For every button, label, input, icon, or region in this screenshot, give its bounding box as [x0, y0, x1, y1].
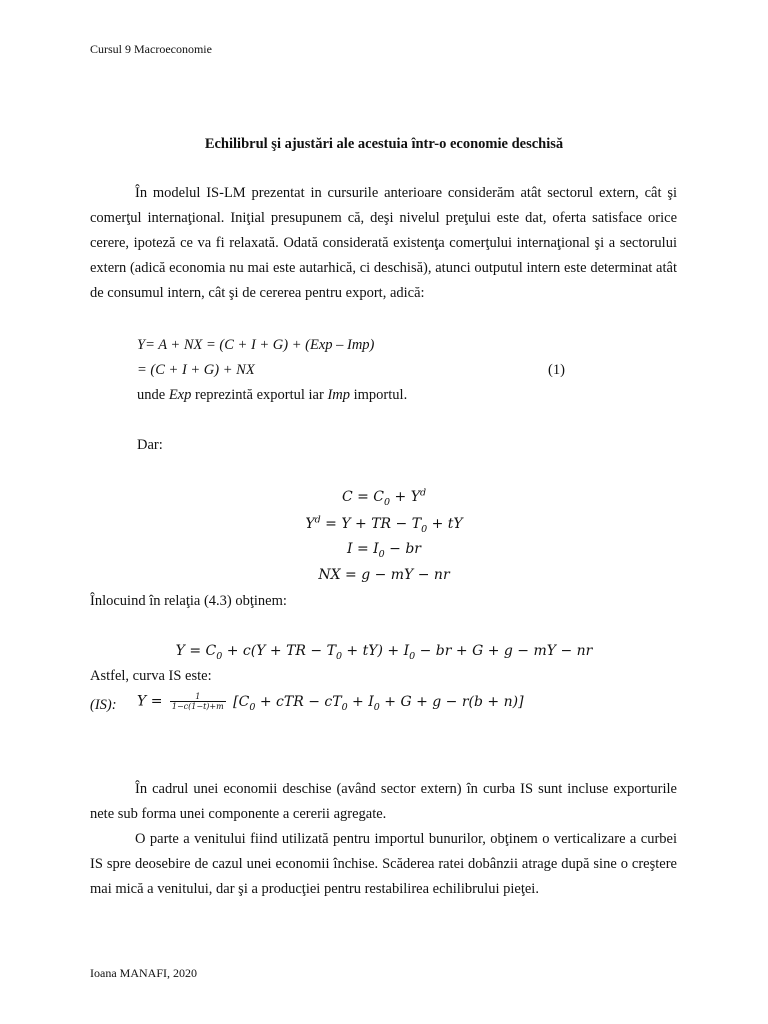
- paragraph-2: [90, 777, 677, 827]
- equation-1-line-1: Y= A + NX = (C + I + G) + (Exp – Imp): [137, 337, 375, 353]
- unde-sentence: [137, 387, 407, 404]
- dar-label: Dar:: [137, 437, 163, 453]
- system-eq-4: NX = g − mY − nr: [318, 567, 450, 583]
- paragraph-3: [90, 827, 677, 902]
- intro-paragraph: [90, 181, 677, 306]
- intro-text: În modelul IS-LM prezentat in cursurile anterioare considerăm atât sectorul extern, cât şi comerţul internaţional. Iniţial presupunem că, deşi nivelul preţului este dat, oferta satisface orice cerere, ipoteză ce va fi relaxată. Odată considerată existenţa comerţului internaţional şi a sectorului extern (adică economia nu mai este autarhică, ci deschisă), atunci outputul intern este determinat atât de consumul intern, cât şi de cererea pentru export, adică:: [90, 185, 677, 301]
- unde-pre: unde: [137, 387, 169, 403]
- equation-1-number: (1): [548, 362, 565, 378]
- unde-exp: Exp: [168, 387, 192, 403]
- system-eq-disposable-income: [0, 514, 768, 534]
- unde-imp: Imp: [327, 387, 350, 403]
- system-eq-investment: [0, 541, 768, 560]
- system-eq-2: $Y^d = Y$ + TR − $T_0$ + tY: [305, 514, 463, 535]
- is-rhs: [$C_0$ + cTR − $cT_0 + I_0 + G + g - r(b + n)$]: [233, 693, 524, 713]
- is-equation: [137, 692, 524, 712]
- equation-1-line-2: = (C + I + G) + NX: [137, 362, 255, 378]
- is-fraction: [170, 692, 226, 711]
- system-eq-1: $C = C_0 + Y^d$: [341, 487, 427, 508]
- paragraph-3-text: O parte a venitului fiind utilizată pentru importul bunurilor, obţinem o verticalizare a curbei IS spre deosebire de cazul unei economii închise. Scăderea ratei dobânzii atrage după sine o creştere mai mică a venitului, dar şi a producţiei pentru restabilirea echilibrului pieţei.: [90, 831, 677, 897]
- page-header: Cursul 9 Macroeconomie: [90, 42, 212, 56]
- unde-post: importul.: [350, 387, 408, 403]
- unde-mid: reprezintă exportul iar: [191, 387, 328, 403]
- equation-full-content: $Y = C_0 + c(Y$ + TR − $T_0 + tY) + I_0$ − br + G + g − mY − nr: [175, 643, 593, 662]
- paragraph-2-text: În cadrul unei economii deschise (având sector extern) în curba IS sunt incluse exporturile nete sub forma unei componente a cererii agregate.: [90, 781, 677, 822]
- system-eq-net-exports: [0, 567, 768, 583]
- is-fraction-denominator: 1−c(1−t)+m: [171, 702, 224, 711]
- astfel-text: Astfel, curva IS este:: [90, 668, 212, 684]
- is-lhs: Y =: [137, 693, 163, 710]
- page-footer: Ioana MANAFI, 2020: [90, 966, 197, 980]
- system-eq-3: $I = I_0$ − br: [346, 541, 422, 560]
- section-title: Echilibrul şi ajustări ale acestuia într-o economie deschisă: [204, 136, 564, 152]
- equation-full: [0, 643, 768, 662]
- is-fraction-numerator: 1: [170, 692, 226, 702]
- is-label: (IS):: [90, 697, 117, 713]
- system-eq-consumption: [0, 487, 768, 507]
- inlocuind-text: Înlocuind în relaţia (4.3) obţinem:: [90, 593, 287, 609]
